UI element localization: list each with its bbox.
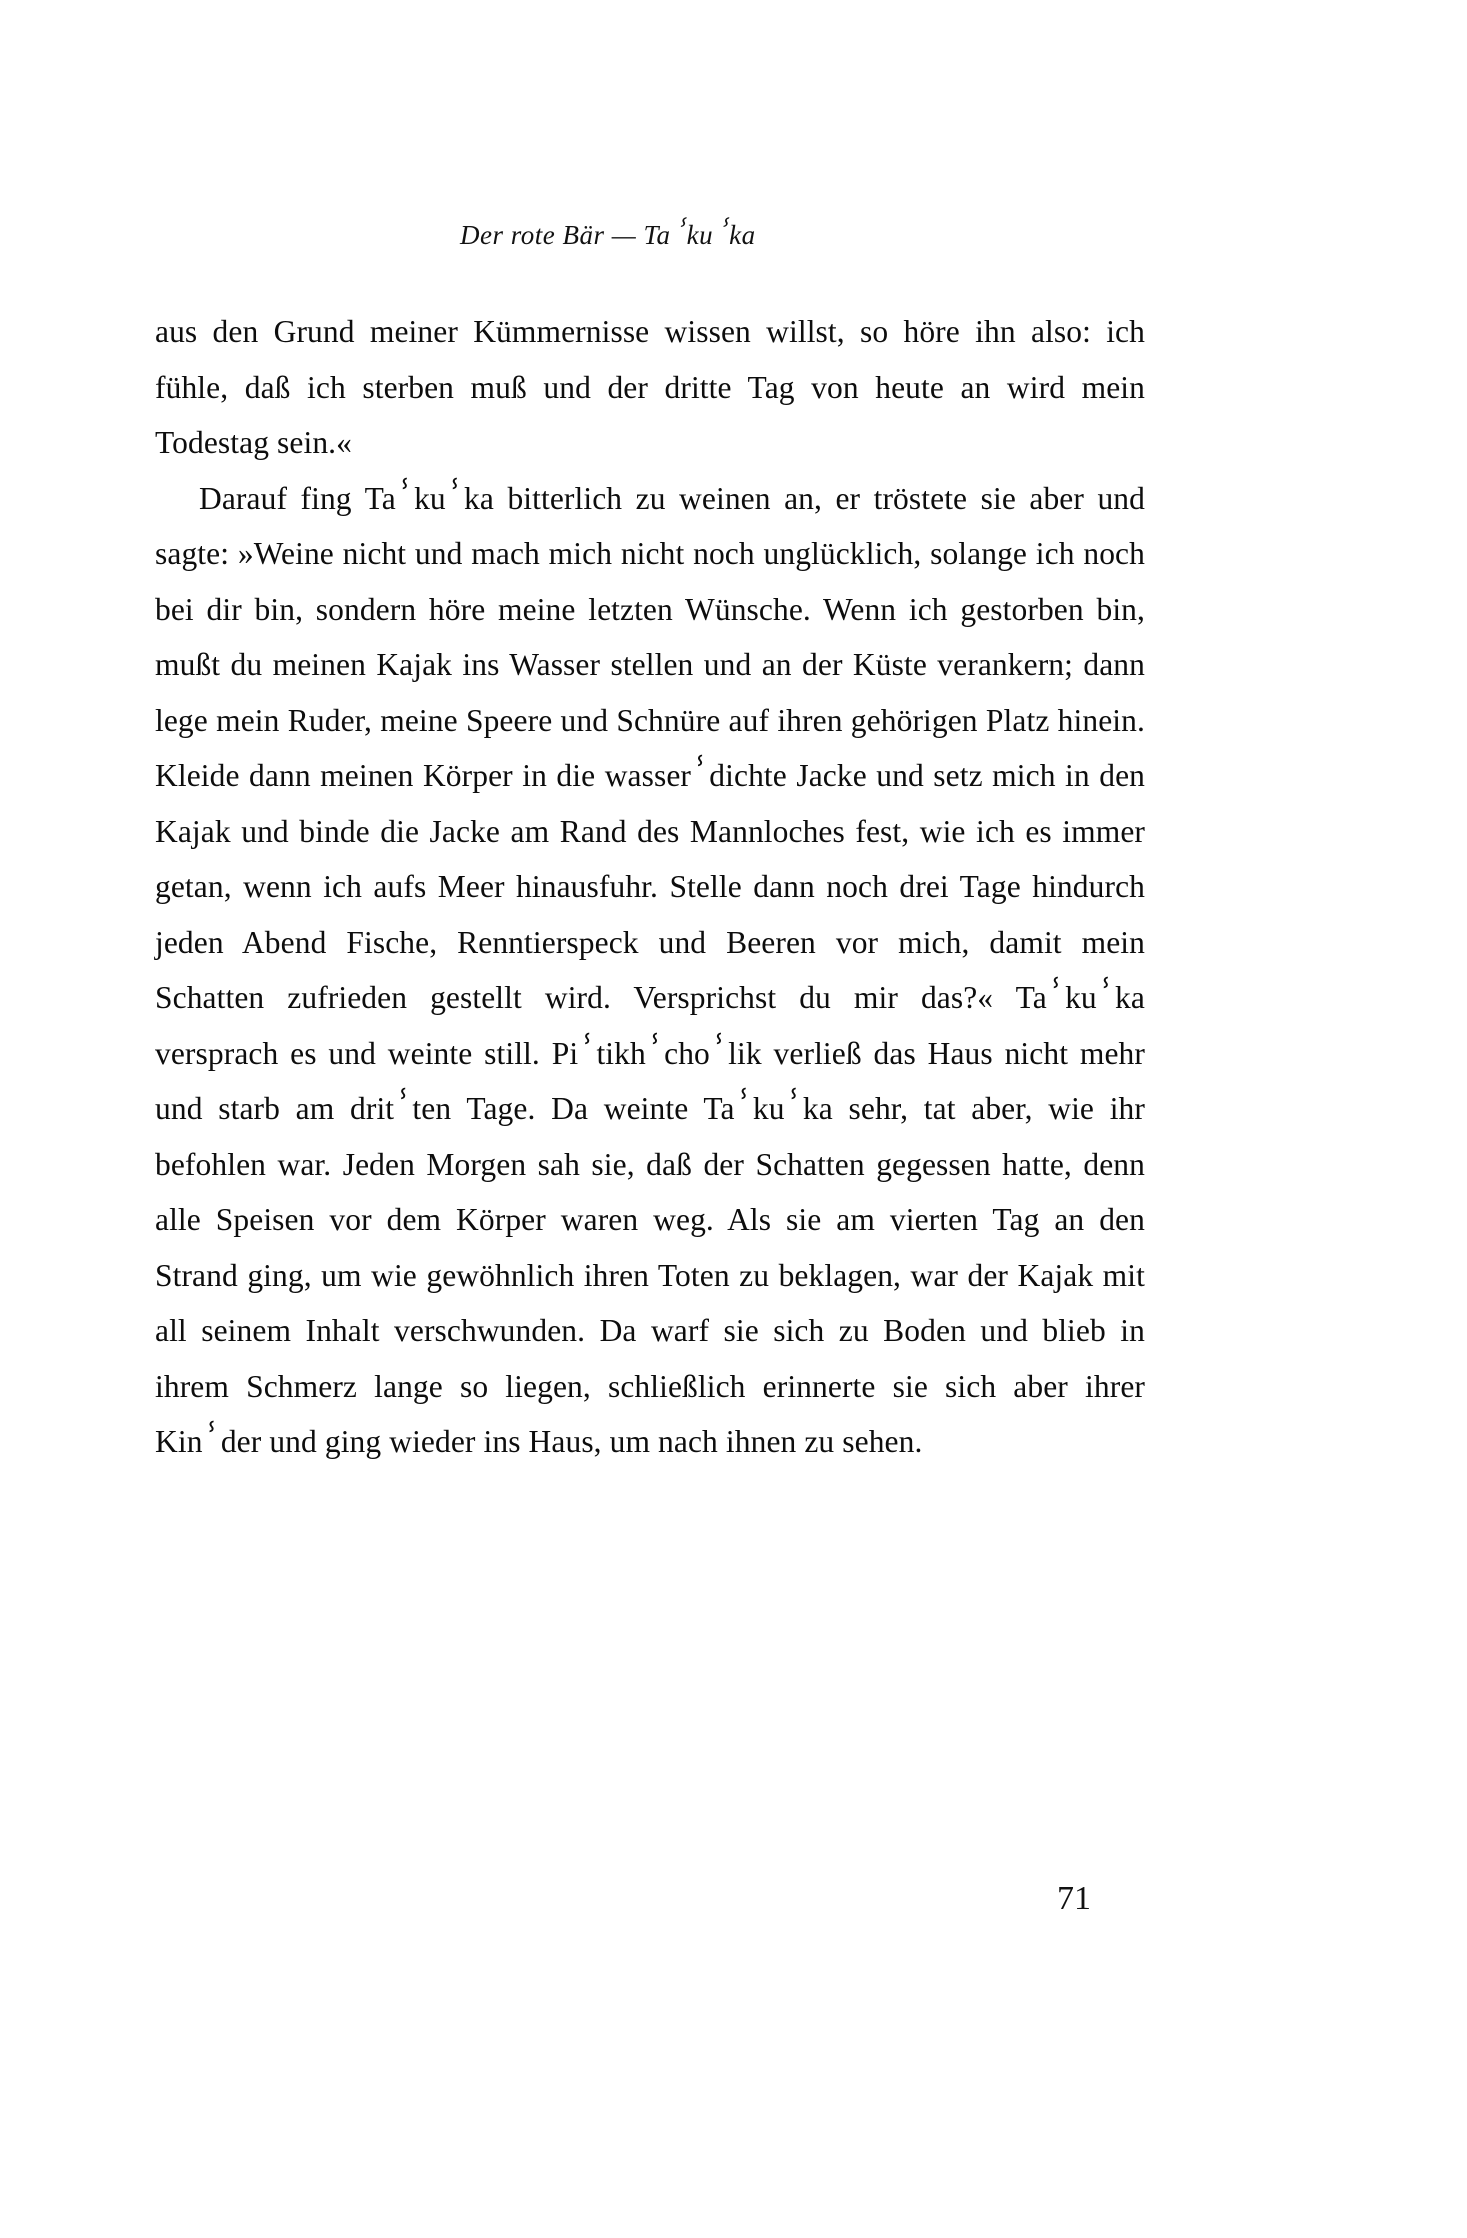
paragraph: aus den Grund meiner Kümmernisse wissen willst, so höre ihn also: ich fühle, daß ich sterben muß und der dritte Tag von heute an wird mein Todestag sein.« (155, 314, 1145, 460)
page-number: 71 (1057, 1880, 1091, 1917)
running-head: Der rote Bär — Taⸯkuⸯka (460, 220, 756, 250)
body-column (155, 304, 1145, 1470)
paragraph: Darauf fing Taⸯkuⸯka bitterlich zu weinen an, er tröstete sie aber und sagte: »Weine nicht und mach mich nicht noch unglücklich, solange ich noch bei dir bin, sondern höre meine letzten Wünsche. Wenn ich gestorben bin, mußt du meinen Kajak ins Wasser stellen und an der Küste verankern; dann lege mein Ruder, meine Speere und Schnüre auf ihren gehörigen Platz hinein. Kleide dann meinen Körper in die wasserⸯdichte Jacke und setz mich in den Kajak und binde die Jacke am Rand des Mannloches fest, wie ich es immer getan, wenn ich aufs Meer hinausfuhr. Stelle dann noch drei Tage hindurch jeden Abend Fische, Renntierspeck und Beeren vor mich, damit mein Schatten zufrieden gestellt wird. Versprichst du mir das?« Taⸯkuⸯka versprach es und weinte still. Piⸯtikhⸯchoⸯlik verließ das Haus nicht mehr und starb am dritⸯten Tage. Da weinte Taⸯkuⸯka sehr, tat aber, wie ihr befohlen war. Jeden Morgen sah sie, daß der Schatten gegessen hatte, denn alle Speisen vor dem Körper waren weg. Als sie am vierten Tag an den Strand ging, um wie gewöhnlich ihren Toten zu beklagen, war der Kajak mit all seinem Inhalt verschwunden. Da warf sie sich zu Boden und blieb in ihrem Schmerz lange so liegen, schließlich erinnerte sie sich aber ihrer Kinⸯder und ging wieder ins Haus, um nach ihnen zu sehen. (155, 480, 1145, 1459)
page-text-block (155, 215, 1145, 1470)
